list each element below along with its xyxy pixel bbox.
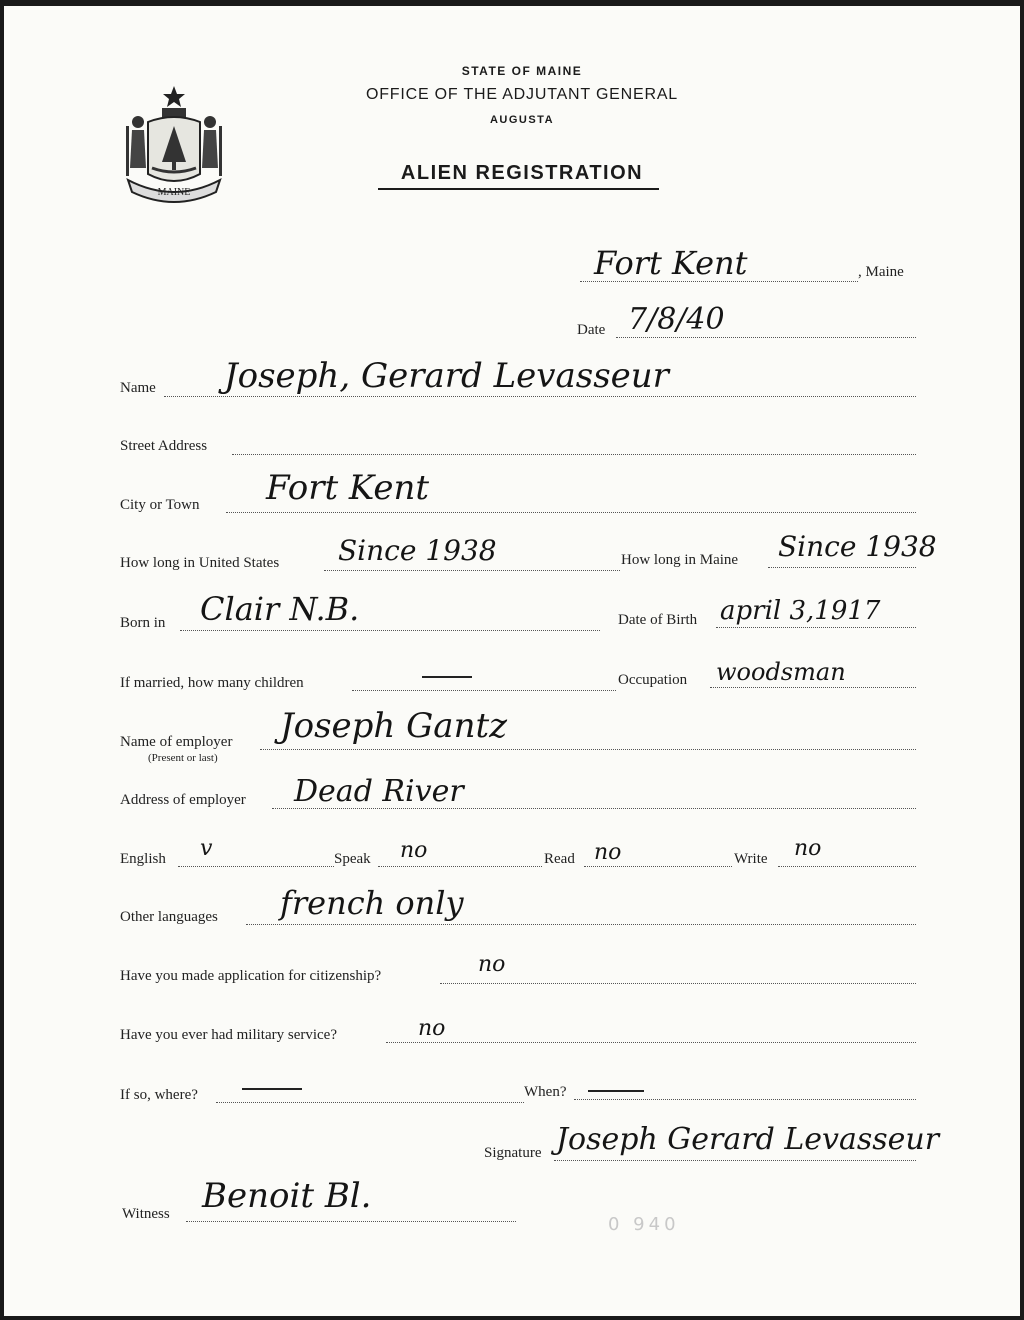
city-line <box>226 512 916 513</box>
date-line <box>616 337 916 338</box>
street-label: Street Address <box>120 438 208 454</box>
how-long-us-line <box>324 570 620 571</box>
signature-label: Signature <box>484 1145 542 1161</box>
when-label: When? <box>524 1084 567 1100</box>
witness-value: Benoit Bl. <box>202 1176 372 1216</box>
write-line <box>778 866 916 867</box>
occupation-value: woodsman <box>716 658 846 686</box>
date-value: 7/8/40 <box>628 302 725 337</box>
occupation-line <box>710 687 916 688</box>
military-label: Have you ever had military service? <box>120 1027 337 1043</box>
married-label: If married, how many children <box>120 675 304 691</box>
town-value: Fort Kent <box>594 244 748 282</box>
city-heading: AUGUSTA <box>489 114 555 126</box>
married-dash <box>422 676 472 678</box>
witness-label: Witness <box>122 1206 170 1222</box>
signature-value: Joseph Gerard Levasseur <box>556 1122 940 1157</box>
born-in-label: Born in <box>120 615 166 631</box>
employer-value: Joseph Gantz <box>280 706 508 746</box>
if-so-where-label: If so, where? <box>120 1087 198 1103</box>
english-value: v <box>200 836 213 861</box>
military-value: no <box>418 1016 446 1041</box>
how-long-us-value: Since 1938 <box>338 534 497 567</box>
military-line <box>386 1042 916 1043</box>
date-label: Date <box>577 322 606 338</box>
born-in-value: Clair N.B. <box>200 590 360 628</box>
citizenship-value: no <box>478 952 506 977</box>
speak-label: Speak <box>334 851 371 867</box>
dob-value: april 3,1917 <box>720 596 881 626</box>
city-label: City or Town <box>120 497 200 513</box>
when-dash <box>588 1090 644 1092</box>
how-long-maine-line <box>768 567 916 568</box>
city-value: Fort Kent <box>266 468 430 508</box>
english-label: English <box>120 851 166 867</box>
english-line <box>178 866 334 867</box>
where-line <box>216 1102 524 1103</box>
maine-label: , Maine <box>858 264 904 280</box>
dob-label: Date of Birth <box>618 612 698 628</box>
read-label: Read <box>544 851 575 867</box>
other-languages-line <box>246 924 916 925</box>
read-value: no <box>594 840 622 865</box>
name-value: Joseph, Gerard Levasseur <box>224 356 669 396</box>
married-line <box>352 690 616 691</box>
how-long-maine-label: How long in Maine <box>621 552 739 568</box>
how-long-us-label: How long in United States <box>120 555 280 571</box>
employer-line <box>260 749 916 750</box>
employer-sublabel: (Present or last) <box>148 752 218 764</box>
signature-line <box>554 1160 916 1161</box>
read-line <box>584 866 732 867</box>
name-line <box>164 396 916 397</box>
witness-line <box>186 1221 516 1222</box>
employer-label: Name of employer <box>120 734 233 750</box>
other-languages-value: french only <box>280 884 464 922</box>
how-long-maine-value: Since 1938 <box>778 530 937 563</box>
when-line <box>574 1099 916 1100</box>
speak-line <box>378 866 542 867</box>
employer-address-value: Dead River <box>294 774 464 809</box>
title-underline <box>378 188 659 190</box>
citizenship-line <box>440 983 916 984</box>
speak-value: no <box>400 838 428 863</box>
other-languages-label: Other languages <box>120 909 218 925</box>
write-value: no <box>794 836 822 861</box>
citizenship-label: Have you made application for citizenship? <box>120 968 382 984</box>
svg-text:MAINE: MAINE <box>157 187 191 198</box>
form-page <box>4 6 1020 1316</box>
name-label: Name <box>120 380 156 396</box>
dob-line <box>716 627 916 628</box>
occupation-label: Occupation <box>618 672 688 688</box>
write-label: Write <box>734 851 768 867</box>
street-line <box>232 454 916 455</box>
received-stamp: 0 940 <box>608 1214 680 1235</box>
office-heading: OFFICE OF THE ADJUTANT GENERAL <box>365 86 679 103</box>
form-title: ALIEN REGISTRATION <box>400 162 644 184</box>
born-in-line <box>180 630 600 631</box>
employer-address-label: Address of employer <box>120 792 246 808</box>
where-dash <box>242 1088 302 1090</box>
state-heading: STATE OF MAINE <box>461 64 583 78</box>
